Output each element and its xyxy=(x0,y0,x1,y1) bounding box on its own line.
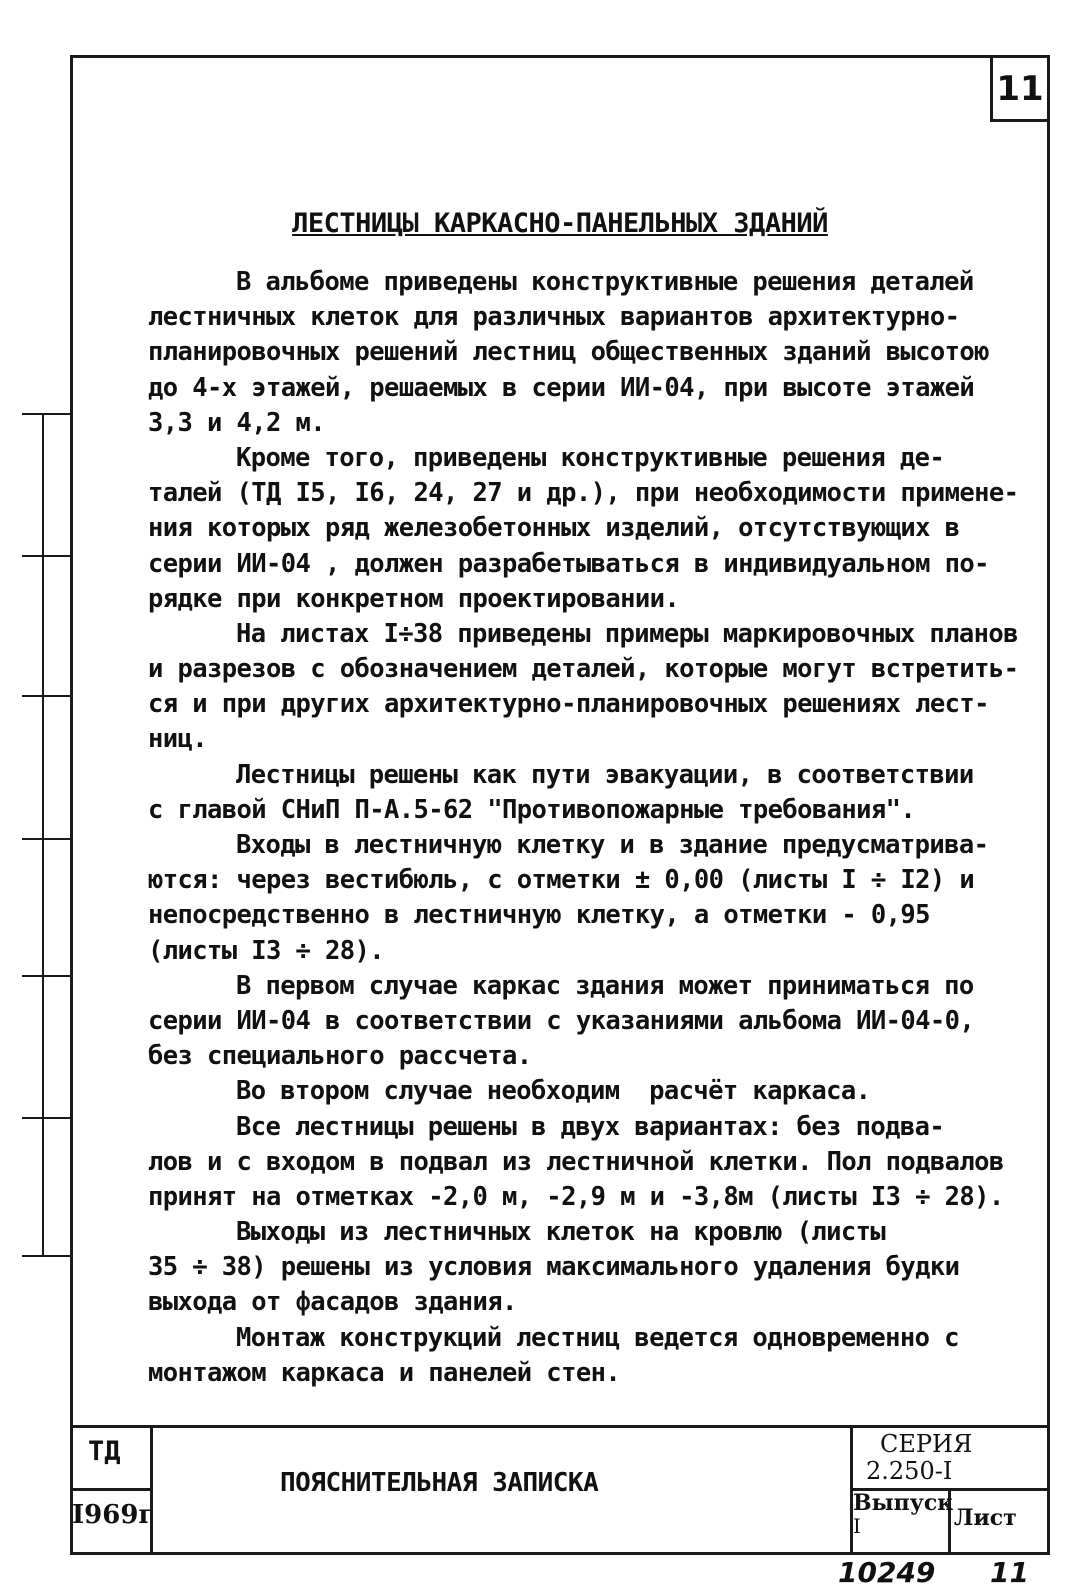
text-line: серии ИИ-04 в соответствии с указаниями альбома ИИ-04-0, xyxy=(148,1005,975,1036)
text-line: планировочных решений лестниц общественных зданий высотою xyxy=(148,337,989,368)
text-line: ния которых ряд железобетонных изделий, отсутствующих в xyxy=(148,513,960,544)
text-line: без специального рассчета. xyxy=(148,1041,532,1072)
series-label: СЕРИЯ xyxy=(880,1430,973,1458)
binding-margin-mark xyxy=(22,413,70,415)
text-line: 35 ÷ 38) решены из условия максимального удаления будки xyxy=(148,1252,960,1283)
text-line: Во втором случае необходим расчёт каркаса. xyxy=(236,1076,871,1107)
text-line: ются: через вестибюль, с отметки ± 0,00 (листы I ÷ I2) и xyxy=(148,865,975,896)
text-line: На листах I÷38 приведены примеры маркировочных планов xyxy=(236,618,1018,649)
title-block-top-border xyxy=(70,1425,1050,1428)
title-block-divider xyxy=(70,1488,150,1491)
sheet-number-handwritten: 11 xyxy=(990,1556,1029,1589)
text-line: непосредственно в лестничную клетку, а отметки - 0,95 xyxy=(148,900,930,931)
text-line: до 4-х этажей, решаемых в серии ИИ-04, при высоте этажей xyxy=(148,372,975,403)
text-line: выхода от фасадов здания. xyxy=(148,1287,517,1318)
text-line: (листы I3 ÷ 28). xyxy=(148,935,385,966)
inventory-number: 10249 xyxy=(838,1556,936,1589)
sheet-number-box: 11 xyxy=(990,55,1050,122)
issue-value: I xyxy=(853,1514,861,1538)
explanatory-text xyxy=(148,265,1028,1391)
binding-margin-mark xyxy=(22,695,70,697)
binding-margin-mark xyxy=(22,1255,70,1257)
text-line: монтажом каркаса и панелей стен. xyxy=(148,1357,621,1388)
text-line: рядке при конкретном проектировании. xyxy=(148,583,680,614)
text-line: Монтаж конструкций лестниц ведется одновременно с xyxy=(236,1322,959,1353)
text-line: Лестницы решены как пути эвакуации, в соответствии xyxy=(236,759,974,790)
text-line: и разрезов с обозначением деталей, которые могут встретить- xyxy=(148,654,1019,685)
binding-margin-line xyxy=(42,413,44,1257)
document-name: ПОЯСНИТЕЛЬНАЯ ЗАПИСКА xyxy=(280,1468,599,1498)
issue-label: Выпуск xyxy=(853,1490,954,1516)
binding-margin-mark xyxy=(22,555,70,557)
text-line: серии ИИ-04 , должен разрабетываться в индивидуальном по- xyxy=(148,548,989,579)
text-line: талей (ТД I5, I6, 24, 27 и др.), при необходимости примене- xyxy=(148,478,1019,509)
sheet-label: Лист xyxy=(954,1505,1017,1531)
text-line: Выходы из лестничных клеток на кровлю (листы xyxy=(236,1217,886,1248)
binding-margin-mark xyxy=(22,1117,70,1119)
binding-margin-mark xyxy=(22,838,70,840)
text-line: ниц. xyxy=(148,724,208,755)
series-value: 2.250-I xyxy=(866,1457,953,1485)
document-code: ТД xyxy=(88,1436,121,1467)
text-line: лов и с входом в подвал из лестничной клетки. Пол подвалов xyxy=(148,1146,1004,1177)
text-line: В альбоме приведены конструктивные решения деталей xyxy=(236,267,974,297)
text-line: принят на отметках -2,0 м, -2,9 м и -3,8м (листы I3 ÷ 28). xyxy=(148,1181,1004,1212)
title-block-divider xyxy=(150,1425,153,1555)
text-line: лестничных клеток для различных вариантов архитектурно- xyxy=(148,302,960,333)
binding-margin-mark xyxy=(22,975,70,977)
text-line: Все лестницы решены в двух вариантах: без подва- xyxy=(236,1111,945,1142)
document-year: I969г xyxy=(72,1500,155,1530)
text-line: с главой СНиП П-А.5-62 "Противопожарные требования". xyxy=(148,794,916,825)
text-line: ся и при других архитектурно-планировочных решениях лест- xyxy=(148,689,989,720)
text-line: 3,3 и 4,2 м. xyxy=(148,407,326,438)
text-line: Кроме того, приведены конструктивные решения де- xyxy=(236,442,945,473)
text-line: Входы в лестничную клетку и в здание предусматрива- xyxy=(236,830,989,860)
page-title: ЛЕСТНИЦЫ КАРКАСНО-ПАНЕЛЬНЫХ ЗДАНИЙ xyxy=(292,208,828,239)
text-line: В первом случае каркас здания может приниматься по xyxy=(236,970,974,1001)
